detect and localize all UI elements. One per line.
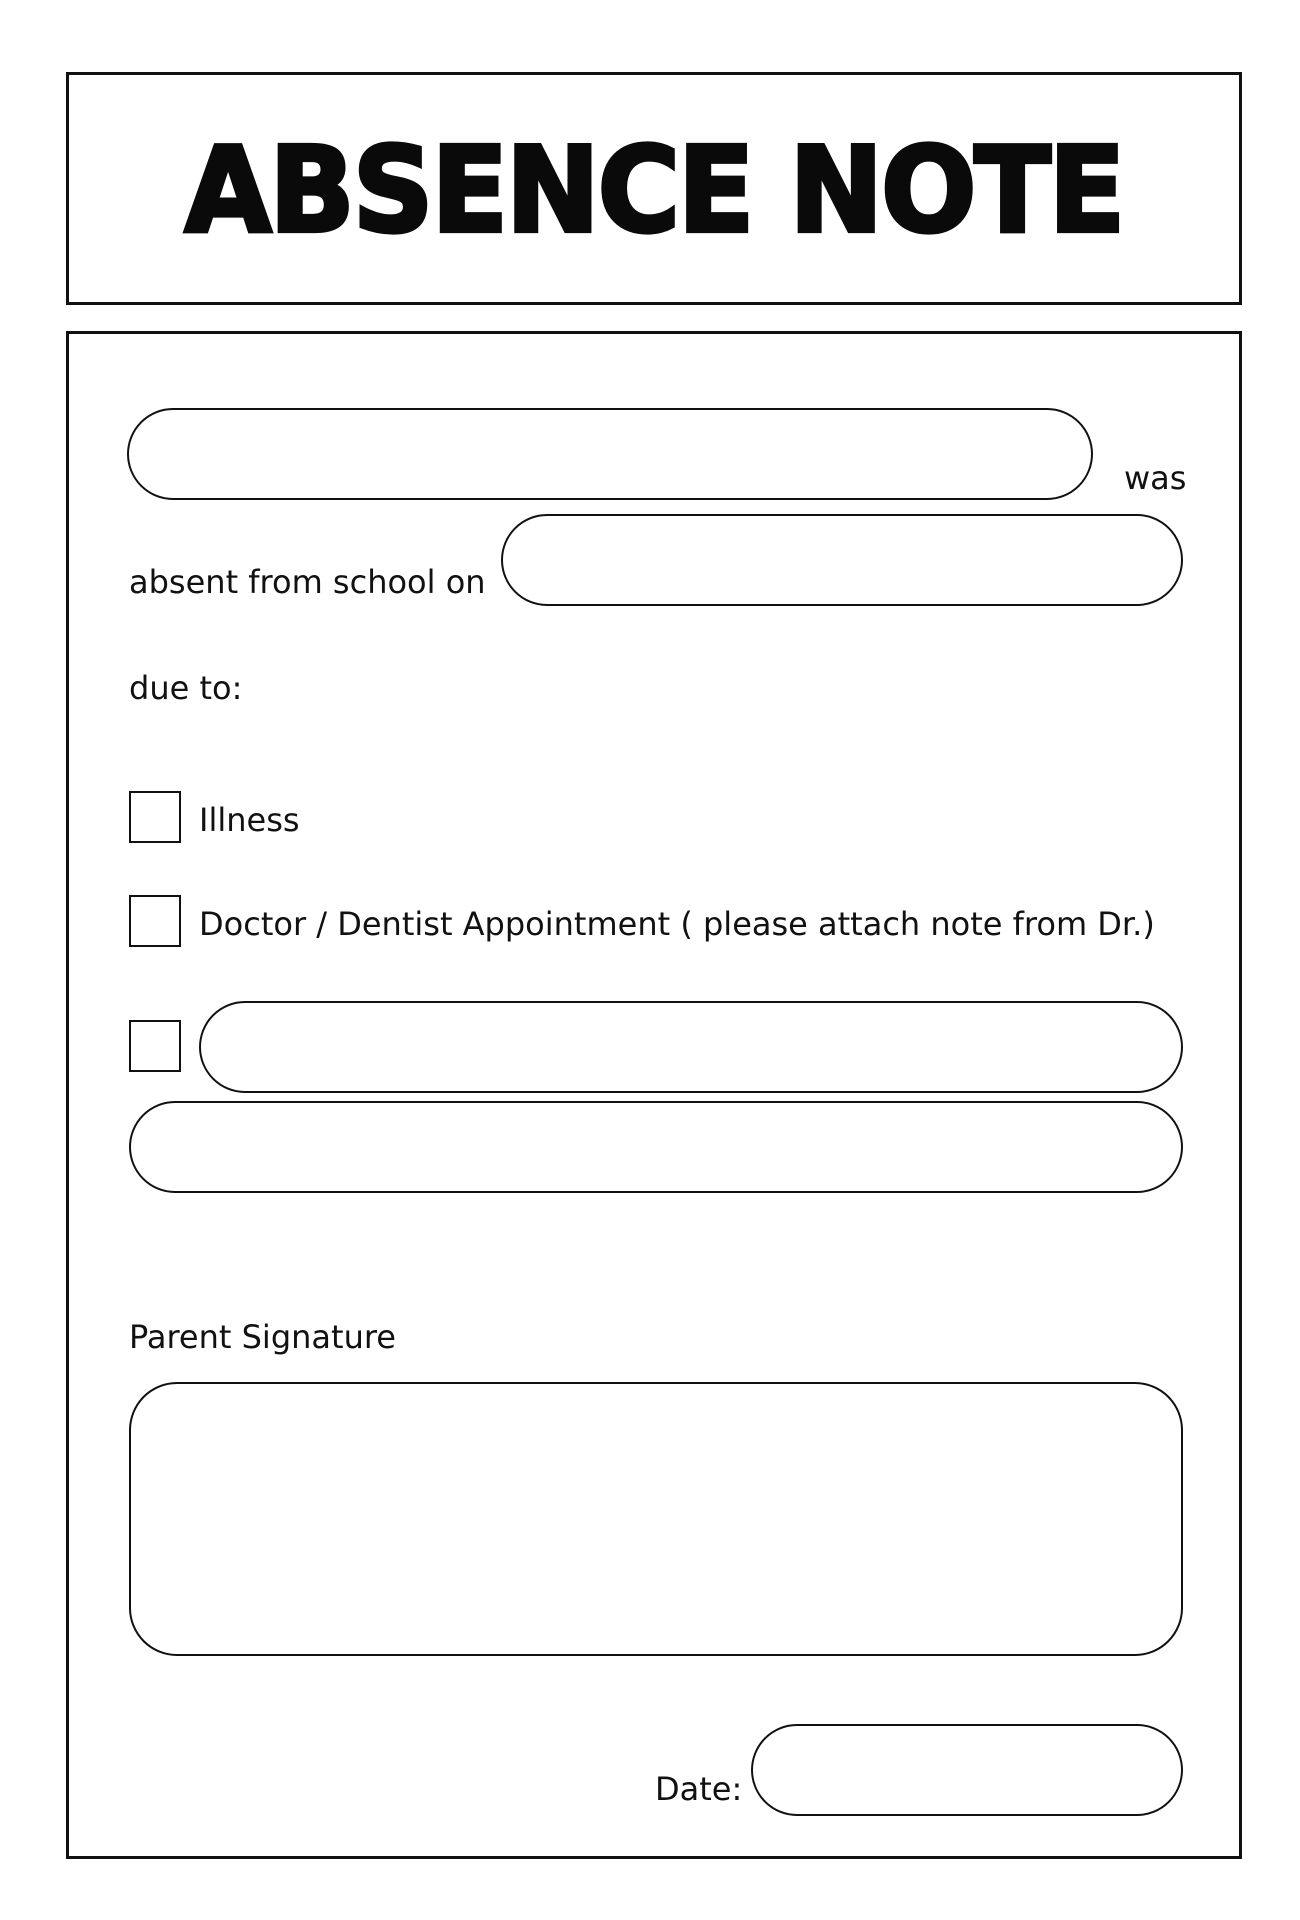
form-box	[66, 331, 1242, 1859]
illness-label: Illness	[199, 801, 300, 839]
title-box	[66, 72, 1242, 305]
doctor-dentist-checkbox[interactable]	[129, 895, 181, 947]
other-checkbox[interactable]	[129, 1020, 181, 1072]
other-reason-field[interactable]	[199, 1001, 1183, 1093]
signature-field[interactable]	[129, 1382, 1183, 1656]
doctor-dentist-label: Doctor / Dentist Appointment ( please attach note from Dr.)	[199, 905, 1155, 943]
signature-label: Parent Signature	[129, 1318, 396, 1356]
absent-label: absent from school on	[129, 563, 486, 601]
date-label: Date:	[655, 1770, 743, 1808]
was-label: was	[1124, 459, 1187, 497]
illness-checkbox[interactable]	[129, 791, 181, 843]
date-field[interactable]	[751, 1724, 1183, 1816]
absent-date-field[interactable]	[501, 514, 1183, 606]
student-name-field[interactable]	[127, 408, 1093, 500]
other-reason-continued-field[interactable]	[129, 1101, 1183, 1193]
due-to-label: due to:	[129, 669, 243, 707]
page-title: ABSENCE NOTE	[184, 122, 1124, 259]
